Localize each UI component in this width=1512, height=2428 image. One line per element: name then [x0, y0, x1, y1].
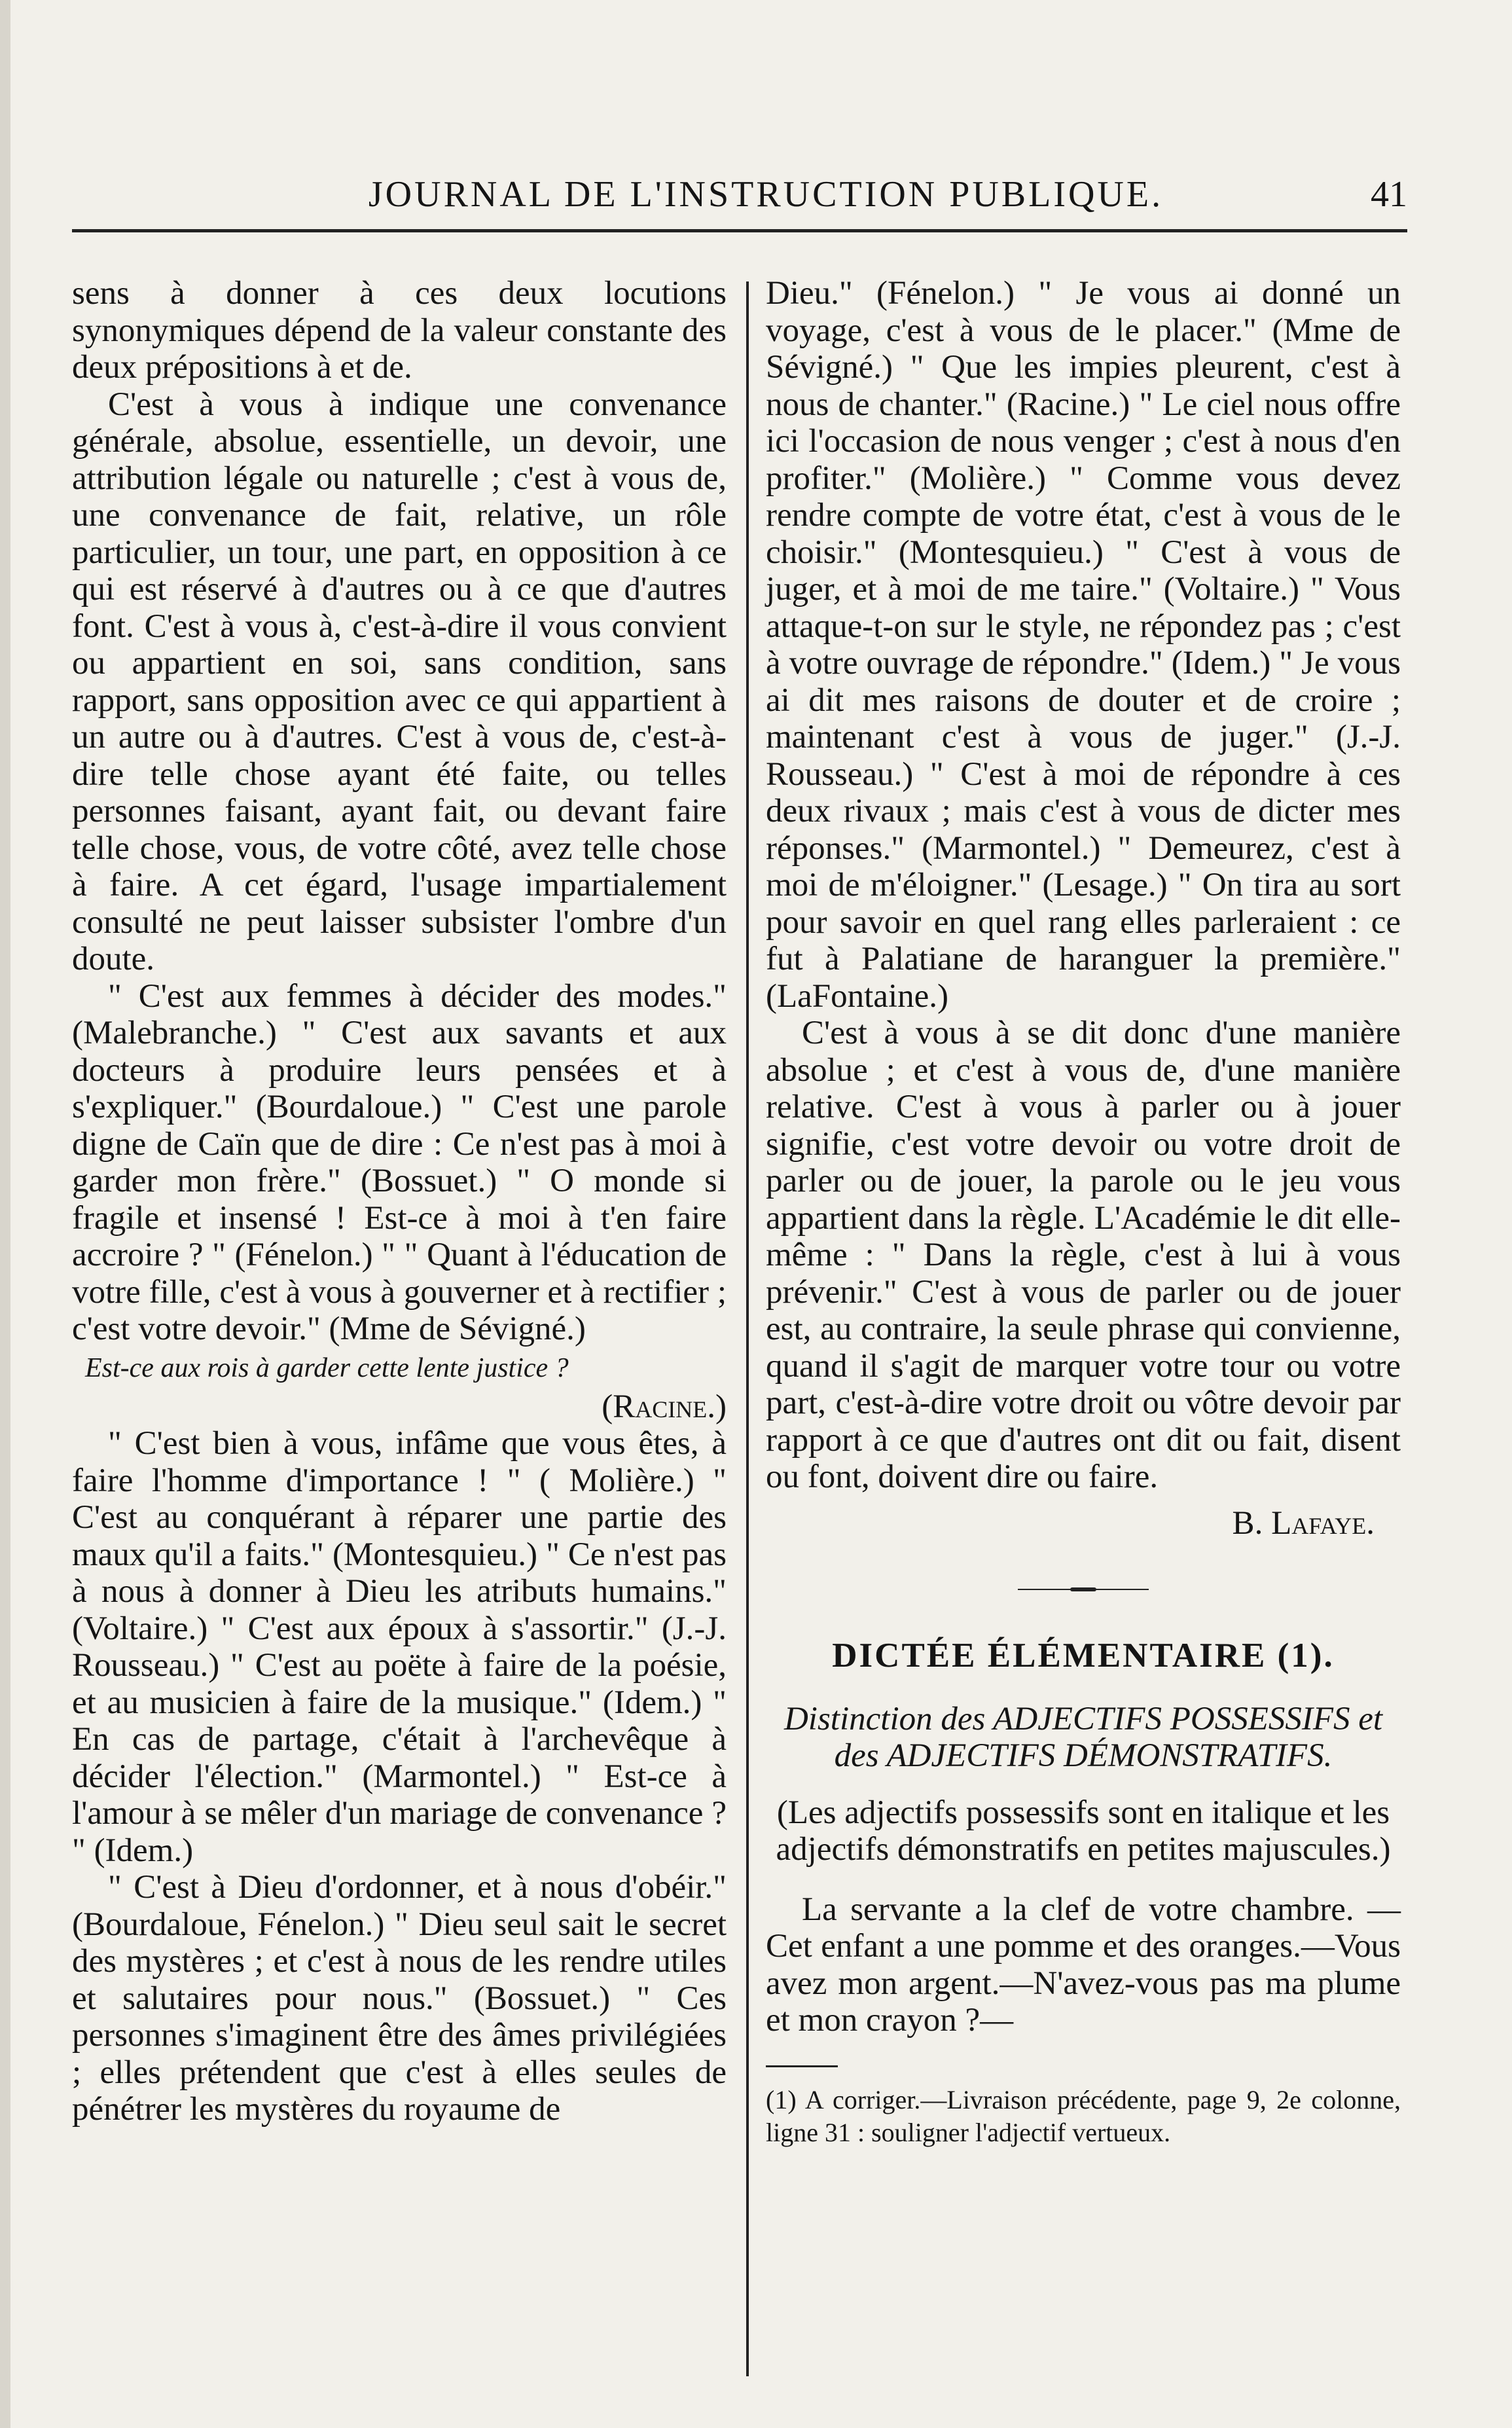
paragraph: Dieu." (Fénelon.) " Je vous ai donné un voyage, c'est à vous de le placer." (Mme de Sévigné.) " Que les impies pleurent, c'est à nous de chanter." (Racine.) " Le ciel nous offre ici l'occasion de nous venger ; c'est à nous d'en profiter." (Molière.) " Comme vous devez rendre compte de votre état, c'est à vous de le choisir." (Montesquieu.) " C'est à vous de juger, et à moi de me taire." (Voltaire.) " Vous attaque-t-on sur le style, ne répondez pas ; c'est à votre ouvrage de répondre." (Idem.) " Je vous ai dit mes raisons de douter et de croire ; maintenant c'est à vous de juger." (J.-J. Rousseau.) " C'est à moi de répondre à ces deux rivaux ; mais c'est à vous de dicter mes réponses." (Marmontel.) " Demeurez, c'est à moi de m'éloigner." (Lesage.) " On tira au sort pour savoir en quel rang elles parleraient : ce fut à Palatiane de haranguer la première." (LaFontaine.) [766, 275, 1401, 1015]
instruction-note: (Les adjectifs possessifs sont en italique et les adjectifs démonstratifs en petites majuscules.) [776, 1794, 1391, 1868]
verse-source: (Racine.) [602, 1388, 727, 1425]
footnote: (1) A corriger.—Livraison précédente, page 9, 2e colonne, ligne 31 : souligner l'adjectif vertueux. [766, 2084, 1401, 2147]
page-number: 41 [1371, 174, 1407, 215]
running-header [0, 173, 1512, 219]
header-rule [72, 229, 1407, 232]
paragraph: C'est à vous à se dit donc d'une manière absolue ; et c'est à vous de, d'une manière relative. C'est à vous à parler ou à jouer signifie, c'est votre devoir ou votre droit de parler ou de jouer, la parole ou le jeu vous appartient dans la règle. L'Académie le dit elle-même : " Dans la règle, c'est à lui à vous prévenir." C'est à vous de parler ou de jouer est, au contraire, la seule phrase qui convienne, quand il s'agit de marquer votre tour ou votre part, c'est-à-dire votre droit ou vôtre devoir par rapport à ce que d'autres ont dit ou fait, disent ou font, doivent dire ou faire. [766, 1015, 1401, 1495]
page-edge [0, 0, 10, 2428]
section-title: DICTÉE ÉLÉMENTAIRE (1). [832, 1637, 1335, 1675]
paragraph: " C'est à Dieu d'ordonner, et à nous d'obéir." (Bourdaloue, Fénelon.) " Dieu seul sait le secret des mystères ; et c'est à nous de les rendre utiles et salutaires pour nous." (Bossuet.) " Ces personnes s'imaginent être des âmes privilégiées ; elles prétendent que c'est à elles seules de pénétrer les mystères du royaume de [72, 1869, 727, 2128]
left-column [72, 275, 727, 2128]
footnote-rule [766, 2065, 838, 2067]
paragraph: C'est à vous à indique une convenance générale, absolue, essentielle, un devoir, une attribution légale ou naturelle ; c'est à vous de, une convenance de fait, relative, un rôle particulier, un tour, une part, en opposition à ce qui est réservé à d'autres ou à ce que d'autres font. C'est à vous à, c'est-à-dire il vous convient ou appartient en soi, sans condition, sans rapport, sans opposition avec ce qui appartient à un autre ou à d'autres. C'est à vous de, c'est-à-dire telle chose ayant été faite, ou telles personnes faisant, ayant fait, ou devant faire telle chose, vous, de votre côté, avez telle chose à faire. A cet égard, l'usage impartialement consulté ne peut laisser subsister l'ombre d'un doute. [72, 386, 727, 977]
paragraph: " C'est bien à vous, infâme que vous êtes, à faire l'homme d'importance ! " ( Molière.) " C'est au conquérant à réparer une partie des maux qu'il a faits." (Montesquieu.) " Ce n'est pas à nous à donner à Dieu les atributs humains." (Voltaire.) " C'est aux époux à s'assortir." (J.-J. Rousseau.) " C'est au poëte à faire de la poésie, et au musicien à faire de la musique." (Idem.) " En cas de partage, c'était à l'archevêque à décider l'élection." (Marmontel.) " Est-ce à l'amour à se mêler d'un mariage de convenance ? " (Idem.) [72, 1425, 727, 1869]
section-subtitle: Distinction des ADJECTIFS POSSESSIFS et des ADJECTIFS DÉMONSTRATIFS. [783, 1700, 1383, 1774]
verse-quote: Est-ce aux rois à garder cette lente justice ? [85, 1352, 569, 1383]
paragraph: sens à donner à ces deux locutions synonymiques dépend de la valeur constante des deux prépositions à et de. [72, 275, 727, 386]
journal-title: JOURNAL DE L'INSTRUCTION PUBLIQUE. [368, 174, 1164, 215]
column-divider [746, 281, 749, 2376]
dictation-text: La servante a la clef de votre chambre. —Cet enfant a une pomme et des oranges.—Vous avez mon argent.—N'avez-vous pas ma plume et mon crayon ?— [766, 1891, 1401, 2038]
paragraph: " C'est aux femmes à décider des modes." (Malebranche.) " C'est aux savants et aux docteurs à produire leurs pensées et à s'expliquer." (Bourdaloue.) " C'est une parole digne de Caïn que de dire : Ce n'est pas à moi à garder mon frère." (Bossuet.) " O monde si fragile et insensé ! Est-ce à moi à t'en faire accroire ? " (Fénelon.) " " Quant à l'éducation de votre fille, c'est à vous à gouverner et à rectifier ; c'est votre devoir." (Mme de Sévigné.) [72, 977, 727, 1347]
section-separator [1018, 1587, 1149, 1591]
author-signature: B. Lafaye. [1232, 1504, 1375, 1542]
right-column [766, 275, 1401, 2149]
